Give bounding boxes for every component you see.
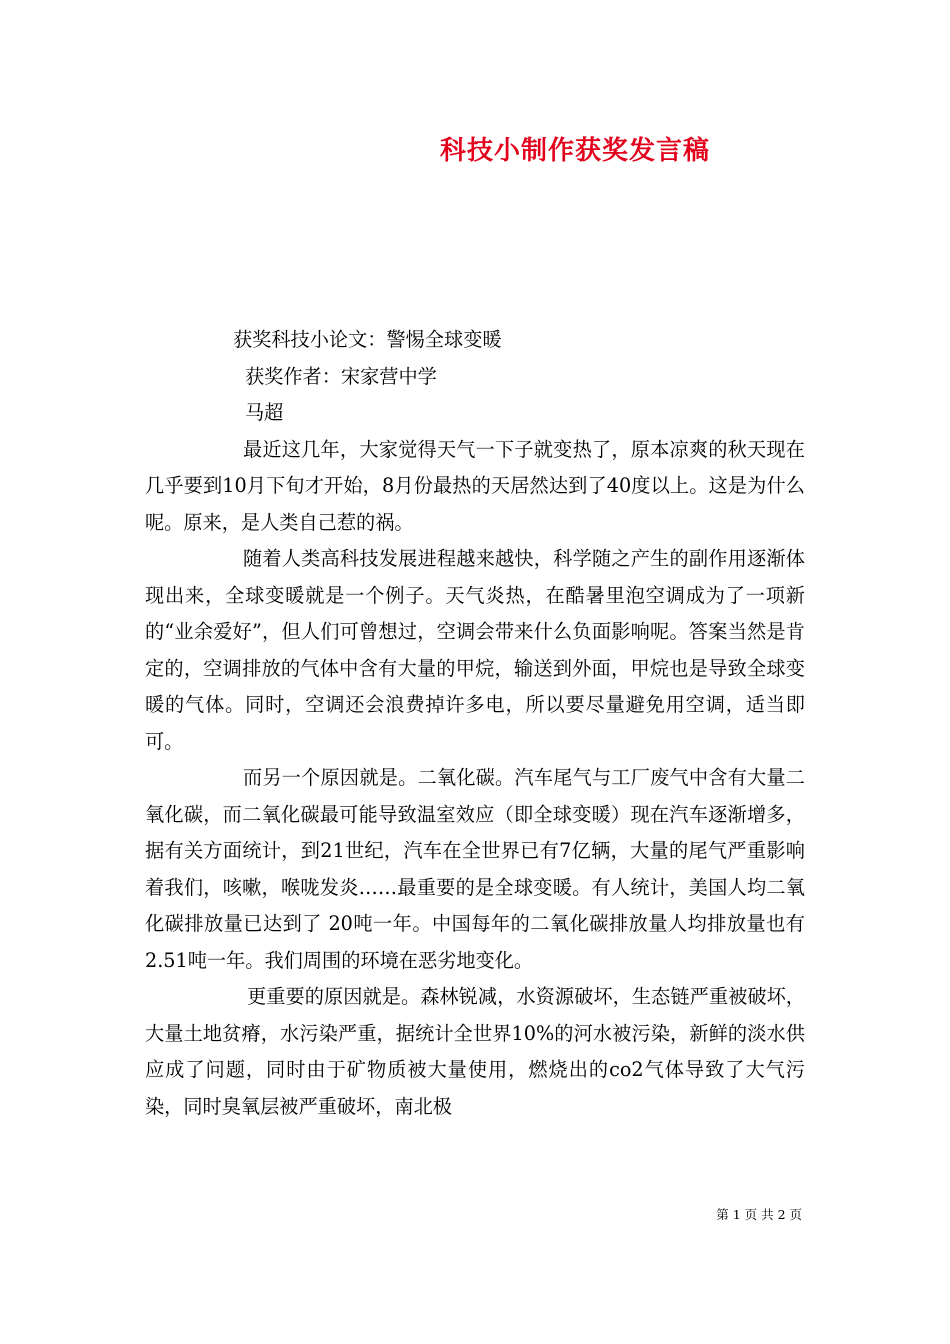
paragraph-2: 随着人类高科技发展进程越来越快，科学随之产生的副作用逐渐体现出来，全球变暖就是一个例子。天气炎热，在酷暑里泡空调成为了一项新的“业余爱好”，但人们可曾想过，空调会带来什么负面影响呢。答案当然是肯定的，空调排放的气体中含有大量的甲烷，输送到外面，甲烷也是导致全球变暖的气体。同时，空调还会浪费掉许多电，所以要尽量避免用空调，适当即可。 — [145, 547, 805, 753]
paper-title-line: 获奖科技小论文：警惕全球变暖 — [233, 328, 502, 351]
author-name-line: 马超 — [245, 401, 284, 424]
page-indicator: 第 1 页 共 2 页 — [716, 1207, 802, 1222]
author-line: 获奖作者：宋家营中学 — [245, 364, 437, 388]
document-body — [145, 322, 805, 1125]
document-title: 科技小制作获奖发言稿 — [439, 136, 710, 166]
paragraph-1: 最近这几年，大家觉得天气一下子就变热了，原本凉爽的秋天现在几乎要到10月下旬才开始，8月份最热的天居然达到了40度以上。这是为什么呢。原来，是人类自己惹的祸。 — [145, 437, 805, 534]
paragraph-4: 更重要的原因就是。森林锐减，水资源破坏，生态链严重被破坏，大量土地贫瘠，水污染严重，据统计全世界10%的河水被污染，新鲜的淡水供应成了问题，同时由于矿物质被大量使用，燃烧出的co2气体导致了大气污染，同时臭氧层被严重破坏，南北极 — [145, 985, 805, 1118]
paragraph-3: 而另一个原因就是。二氧化碳。汽车尾气与工厂废气中含有大量二氧化碳，而二氧化碳最可能导致温室效应（即全球变暖）现在汽车逐渐增多，据有关方面统计，到21世纪，汽车在全世界已有7亿辆，大量的尾气严重影响着我们，咳嗽，喉咙发炎……最重要的是全球变暖。有人统计，美国人均二氧化碳排放量已达到了 20吨一年。中国每年的二氧化碳排放量人均排放量也有 2.51吨一年。我们周围的环境在恶劣地变化。 — [145, 766, 805, 972]
